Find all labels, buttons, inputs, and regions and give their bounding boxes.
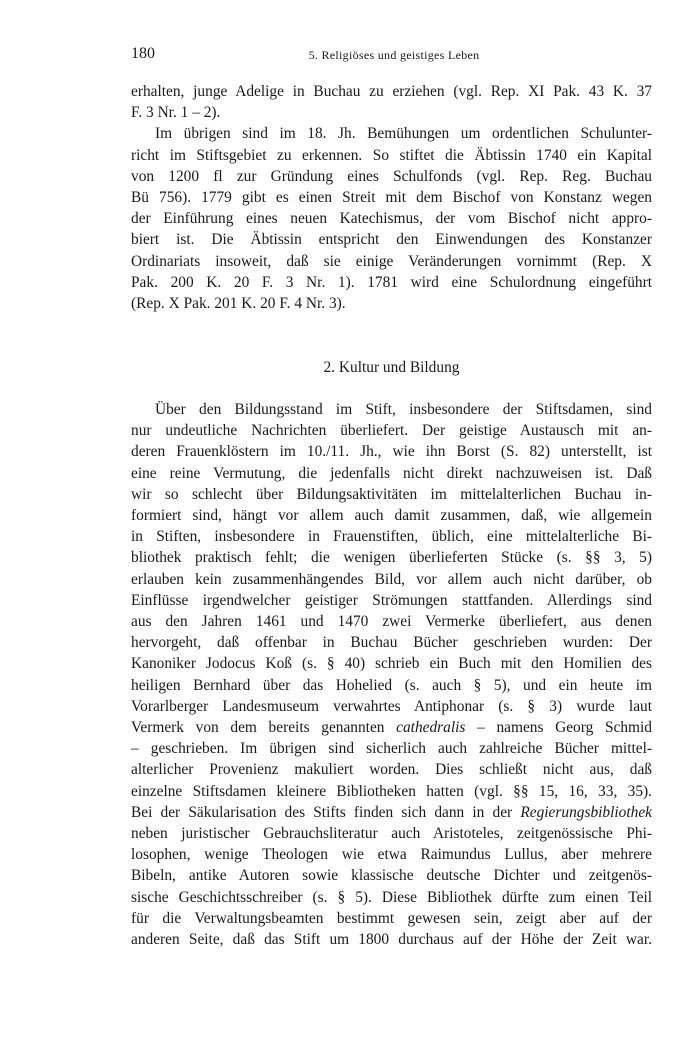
- text-line: alterlicher Provenienz makuliert worden. Dies schließt nicht aus, daß: [131, 761, 652, 779]
- text-line: Im übrigen sind im 18. Jh. Bemühungen um ordentlichen Schulunter-: [155, 125, 652, 143]
- text-line: eine reine Vermutung, die jedenfalls nicht direkt nachzuweisen ist. Daß: [131, 464, 652, 482]
- text-line: für die Verwaltungsbeamten bestimmt gewesen sein, zeigt aber auf der: [131, 909, 652, 927]
- text-line: biert ist. Die Äbtissin entspricht den Einwendungen des Konstanzer: [131, 231, 652, 249]
- text-line: F. 3 Nr. 1 – 2).: [131, 104, 221, 122]
- text-line: erlauben kein zusammenhängendes Bild, vor allem auch nicht darüber, ob: [131, 570, 652, 588]
- text-line-cathedralis: [131, 717, 652, 738]
- running-head: 5. Religiöses und geistiges Leben: [308, 48, 480, 62]
- text-line: Kanoniker Jodocus Koß (s. § 40) schrieb ein Buch mit den Homilien des: [131, 655, 652, 673]
- section-2-text: [131, 399, 652, 950]
- text-line: von 1200 fl zur Gründung eines Schulfonds (vgl. Rep. Reg. Buchau: [131, 167, 652, 185]
- text-line: erhalten, junge Adelige in Buchau zu erziehen (vgl. Rep. XI Pak. 43 K. 37: [131, 83, 652, 100]
- paragraph-continuation: [131, 81, 652, 123]
- text-line: Pak. 200 K. 20 F. 3 Nr. 1). 1781 wird eine Schulordnung eingeführt: [131, 273, 652, 291]
- text-line: Ordinariats insoweit, daß sie einige Veränderungen vornimmt (Rep. X: [131, 252, 652, 270]
- text-segment: Vermerk von dem bereits genannten: [131, 719, 397, 737]
- text-line: neben juristischer Gebrauchsliteratur auch Aristoteles, zeitgenössische Phi-: [131, 825, 652, 843]
- text-line: Bibeln, antike Autoren sowie klassische deutsche Dichter und zeitgenös-: [131, 867, 652, 885]
- text-line: nur undeutliche Nachrichten überliefert. Der geistige Austausch mit an-: [131, 422, 652, 440]
- text-line: formiert sind, hängt vor allem auch damit zusammen, daß, wie allgemein: [131, 507, 652, 525]
- text-line: Einflüsse irgendwelcher geistiger Strömungen stattfanden. Allerdings sind: [131, 591, 652, 609]
- text-line: einzelne Stiftsdamen kleinere Bibliotheken hatten (vgl. §§ 15, 16, 33, 35).: [131, 782, 652, 800]
- paragraph-schulunterricht: [131, 123, 652, 314]
- page-number: 180: [131, 45, 155, 62]
- text-line: bliothek praktisch fehlt; die wenigen überlieferten Stücke (s. §§ 3, 5): [131, 549, 652, 567]
- text-line: der Einführung eines neuen Katechismus, der vom Bischof nicht appro-: [131, 210, 652, 228]
- text-line: Vorarlberger Landesmuseum verwahrtes Antiphonar (s. § 3) wurde laut: [131, 697, 652, 715]
- section-1-text: [131, 81, 652, 314]
- text-line: anderen Seite, daß das Stift um 1800 durchaus auf der Höhe der Zeit war.: [131, 931, 652, 949]
- text-line: deren Frauenklöstern im 10./11. Jh., wie ihn Borst (S. 82) unterstellt, ist: [131, 443, 652, 461]
- text-line: Bü 756). 1779 gibt es einen Streit mit dem Bischof von Konstanz wegen: [131, 189, 652, 207]
- text-line: Über den Bildungsstand im Stift, insbesondere der Stiftsdamen, sind: [155, 401, 652, 418]
- text-line-regierungsbibliothek: [131, 802, 652, 823]
- text-line: hervorgeht, daß offenbar in Buchau Bücher geschrieben wurden: Der: [131, 634, 652, 652]
- text-line: wir so schlecht über Bildungsaktivitäten im mittelalterlichen Buchau in-: [131, 485, 652, 503]
- text-line: (Rep. X Pak. 201 K. 20 F. 4 Nr. 3).: [131, 295, 346, 313]
- paragraph-kultur-bildung: [131, 399, 652, 950]
- text-line: richt im Stiftsgebiet zu erkennen. So stiftet die Äbtissin 1740 ein Kapital: [131, 146, 652, 164]
- text-line: losophen, wenige Theologen wie etwa Raimundus Lullus, aber mehrere: [131, 846, 652, 864]
- italic-term-regierungsbibliothek: Regierungsbibliothek: [520, 803, 652, 821]
- text-line: sische Geschichtsschreiber (s. § 5). Diese Bibliothek dürfte zum einen Teil: [131, 888, 652, 906]
- italic-term-cathedralis: cathedralis: [396, 719, 466, 737]
- text-line: – geschrieben. Im übrigen sind sicherlich auch zahlreiche Bücher mittel-: [131, 740, 652, 758]
- text-segment: – namens Georg Schmid: [465, 719, 652, 737]
- section-heading: 2. Kultur und Bildung: [323, 359, 460, 376]
- text-line: in Stiften, insbesondere in Frauenstiften, üblich, eine mittelalterliche Bi-: [131, 528, 652, 546]
- text-segment: Bei der Säkularisation des Stifts finden sich dann in der: [131, 803, 521, 821]
- text-line: heiligen Bernhard über das Hohelied (s. auch § 5), und ein heute im: [131, 676, 652, 694]
- text-line: aus den Jahren 1461 und 1470 zwei Vermerke überliefert, aus denen: [131, 613, 652, 631]
